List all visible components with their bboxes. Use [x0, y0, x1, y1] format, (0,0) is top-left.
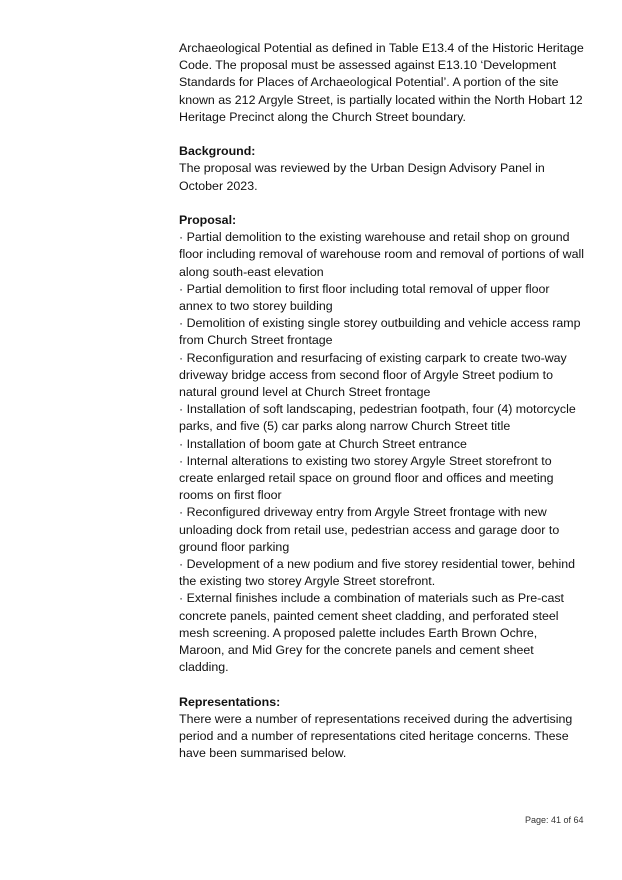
proposal-item: · Partial demolition to the existing warehouse and retail shop on ground floor including removal of warehouse room and removal of portions of wall along south-east elevation [179, 230, 584, 279]
proposal-item: · Reconfigured driveway entry from Argyle Street frontage with new unloading dock from retail use, pedestrian access and garage door to ground floor parking [179, 505, 560, 554]
proposal-item: · Internal alterations to existing two storey Argyle Street storefront to create enlarged retail space on ground floor and offices and meeting rooms on first floor [179, 453, 554, 503]
representations-heading: Representations: [179, 694, 281, 709]
background-heading: Background: [179, 144, 256, 159]
intro-paragraph: Archaeological Potential as defined in Table E13.4 of the Historic Heritage Code. The proposal must be assessed against E13.10 ‘Development Standards for Places of Archaeological Potential’. A portion of the site known as 212 Argyle Street, is partially located within the North Hobart 12 Heritage Precinct along the Church Street boundary. [179, 41, 584, 124]
page-number: Page: 41 of 64 [525, 815, 584, 825]
proposal-item: · Demolition of existing single storey outbuilding and vehicle access ramp from Church Street frontage [179, 316, 581, 348]
proposal-item: · External finishes include a combination of materials such as Pre-cast concrete panels, painted cement sheet cladding, and perforated steel mesh screening. A proposed palette includes Earth Brown Ochre, Maroon, and Mid Grey for the concrete panels and cement sheet cladding. [179, 591, 564, 675]
representations-paragraph: There were a number of representations received during the advertising period and a number of representations cited heritage concerns. These have been summarised below. [179, 711, 573, 761]
background-paragraph: The proposal was reviewed by the Urban Design Advisory Panel in October 2023. [179, 161, 545, 193]
proposal-heading: Proposal: [179, 213, 237, 227]
proposal-item: · Installation of soft landscaping, pedestrian footpath, four (4) motorcycle parks, and five (5) car parks along narrow Church Street title [179, 402, 576, 434]
document-body [179, 40, 584, 762]
proposal-item: · Reconfiguration and resurfacing of existing carpark to create two-way driveway bridge access from second floor of Argyle Street podium to natural ground level at Church Street frontage [179, 350, 567, 400]
proposal-item: · Partial demolition to first floor including total removal of upper floor annex to two storey building [179, 281, 550, 314]
proposal-item: · Installation of boom gate at Church Street entrance [179, 436, 467, 451]
proposal-item: · Development of a new podium and five storey residential tower, behind the existing two storey Argyle Street storefront. [179, 557, 576, 589]
